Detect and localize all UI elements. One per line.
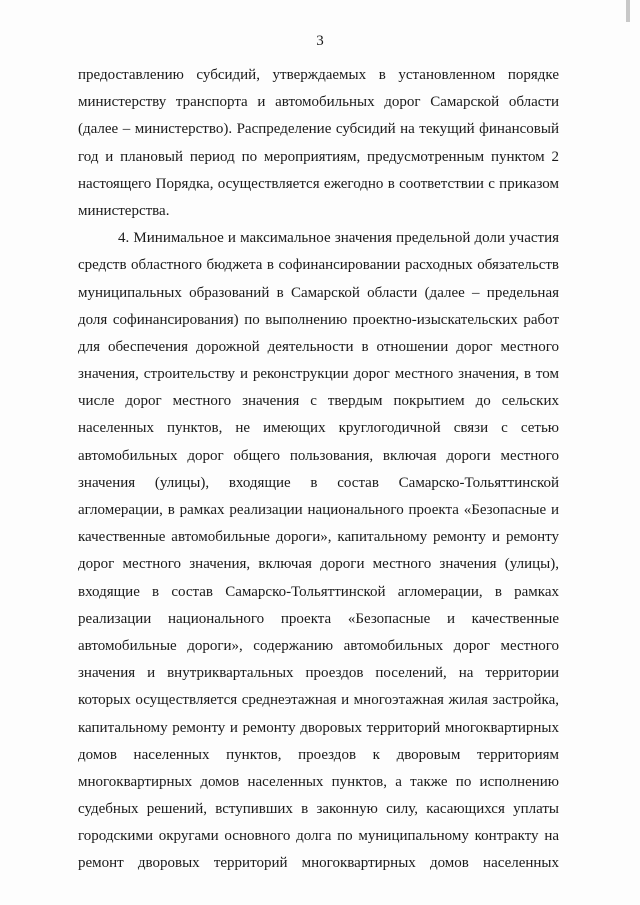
text-line: для обеспечения дорожной деятельности в отношении дорог местного [78, 338, 559, 355]
text-line: средств областного бюджета в софинансировании расходных обязательств [78, 257, 559, 274]
text-line: числе дорог местного значения с твердым покрытием до сельских [78, 393, 559, 410]
text-line: настоящего Порядка, осуществляется ежегодно в соответствии с приказом [78, 175, 559, 192]
text-line: год и плановый период по мероприятиям, предусмотренным пунктом 2 [78, 148, 559, 165]
text-line: агломерации, в рамках реализации национального проекта «Безопасные и [78, 502, 559, 518]
text-line: значения (улицы), входящие в состав Самарско-Тольяттинской [78, 474, 559, 491]
text-line: доля софинансирования) по выполнению проектно-изыскательских работ [78, 311, 559, 328]
text-line: министерству транспорта и автомобильных дорог Самарской области [78, 94, 559, 111]
text-line: министерства. [78, 202, 170, 219]
text-line: которых осуществляется среднеэтажная и многоэтажная жилая застройка, [78, 692, 559, 709]
text-line: (далее – министерство). Распределение субсидий на текущий финансовый [78, 121, 559, 138]
text-line: населенных пунктов, не имеющих круглогодичной связи с сетью [78, 420, 559, 437]
text-line: качественные автомобильные дороги», капитальному ремонту и ремонту [78, 529, 559, 546]
text-line: значения и внутриквартальных проездов поселений, на территории [78, 665, 559, 682]
text-line: предоставлению субсидий, утверждаемых в установленном порядке [78, 67, 559, 83]
text-line: значения, строительству и реконструкции дорог местного значения, в том [78, 366, 559, 383]
text-line: капитальному ремонту и ремонту дворовых территорий многоквартирных [78, 719, 559, 736]
text-line: автомобильных дорог общего пользования, включая дороги местного [78, 447, 559, 464]
text-line: реализации национального проекта «Безопасные и качественные [78, 610, 559, 627]
paragraph-start-line: 4. Минимальное и максимальное значения предельной доли участия [118, 230, 559, 247]
text-line: муниципальных образований в Самарской области (далее – предельная [78, 284, 559, 301]
body-text [78, 62, 559, 878]
text-line: автомобильные дороги», содержанию автомобильных дорог местного [78, 637, 559, 654]
text-line: городскими округами основного долга по муниципальному контракту на [78, 828, 559, 845]
scan-edge-mark [626, 0, 630, 22]
text-line: судебных решений, вступивших в законную силу, касающихся уплаты [78, 801, 559, 818]
text-line: дорог местного значения, включая дороги местного значения (улицы), [78, 556, 559, 573]
text-line: ремонт дворовых территорий многоквартирных домов населенных [78, 855, 559, 872]
text-line: многоквартирных домов населенных пунктов, а также по исполнению [78, 773, 559, 790]
text-line: входящие в состав Самарско-Тольяттинской агломерации, в рамках [78, 583, 559, 600]
text-line: домов населенных пунктов, проездов к дворовым территориям [78, 746, 559, 763]
page-number: 3 [316, 33, 324, 49]
